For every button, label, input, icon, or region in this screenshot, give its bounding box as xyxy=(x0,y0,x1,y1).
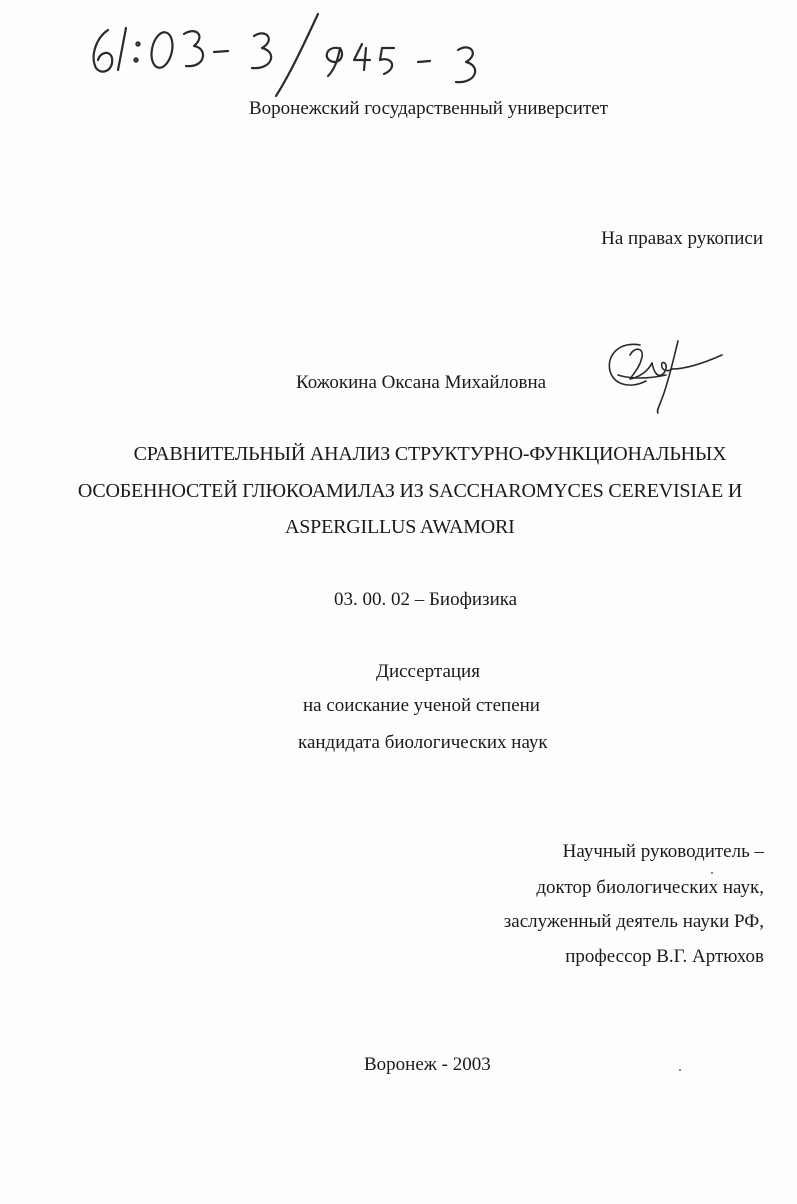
title-line-1: СРАВНИТЕЛЬНЫЙ АНАЛИЗ СТРУКТУРНО-ФУНКЦИОНАЛЬНЫХ xyxy=(133,443,727,465)
supervisor-name: профессор В.Г. Артюхов xyxy=(565,946,764,967)
supervisor-label: Научный руководитель – xyxy=(562,841,764,862)
degree-name: кандидата биологических наук xyxy=(298,732,548,753)
handwritten-archive-code xyxy=(86,8,516,98)
handwritten-signature xyxy=(600,333,730,415)
scan-speck xyxy=(711,872,713,874)
university-name: Воронежский государственный университет xyxy=(248,98,608,119)
scan-speck xyxy=(679,1069,681,1071)
author-name: Кожокина Оксана Михайловна xyxy=(296,372,547,393)
title-line-3: ASPERGILLUS AWAMORI xyxy=(285,516,515,538)
specialty-code: 03. 00. 02 – Биофизика xyxy=(334,589,518,610)
place-year: Воронеж - 2003 xyxy=(364,1054,491,1075)
rights-notice: На правах рукописи xyxy=(601,228,763,249)
supervisor-honor: заслуженный деятель науки РФ, xyxy=(503,911,764,932)
supervisor-degree: доктор биологических наук, xyxy=(536,877,764,898)
dissertation-label: Диссертация xyxy=(376,661,480,682)
title-line-2: ОСОБЕННОСТЕЙ ГЛЮКОАМИЛАЗ ИЗ SACCHAROMYCES CEREVISIAE И xyxy=(77,480,743,502)
degree-purpose: на соискание ученой степени xyxy=(303,695,540,716)
